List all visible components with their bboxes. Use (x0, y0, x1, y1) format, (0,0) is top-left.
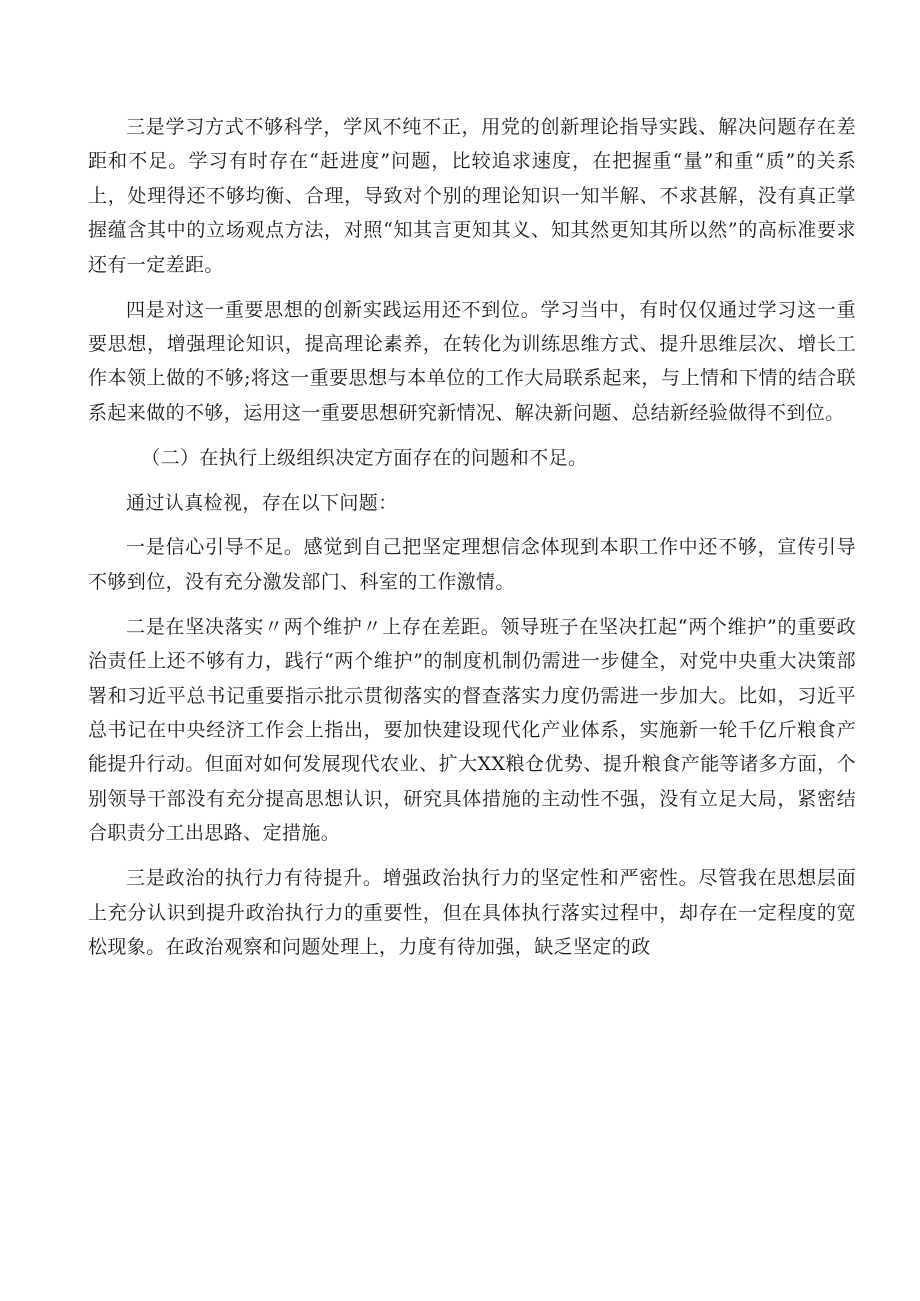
document-body (88, 110, 856, 975)
paragraph-two-safeguards: 二是在坚决落实〃两个维护〃上存在差距。领导班子在坚决扛起“两个维护”的重要政治责任上还不够有力，践行“两个维护”的制度机制仍需进一步健全，对党中央重大决策部署和习近平总书记重要指示批示贯彻落实的督查落实力度仍需进一步加大。比如，习近平总书记在中央经济工作会上指出，要加快建设现代化产业体系，实施新一轮千亿斤粮食产能提升行动。但面对如何发展现代农业、扩大XX粮仓优势、提升粮食产能等诸多方面，个别领导干部没有充分提高思想认识，研究具体措施的主动性不强，没有立足大局，紧密结合职责分工出思路、定措施。 (88, 615, 856, 845)
paragraph-innovation-practice: 四是对这一重要思想的创新实践运用还不到位。学习当中，有时仅仅通过学习这一重要思想，增强理论知识，提高理论素养，在转化为训练思维方式、提升思维层次、增长工作本领上做的不够;将这一重要思想与本单位的工作大局联系起来，与上情和下情的结合联系起来做的不够，运用这一重要思想研究新情况、解决新问题、总结新经验做得不到位。 (88, 298, 856, 424)
section-heading-execution: （二）在执行上级组织决定方面存在的问题和不足。 (141, 446, 588, 469)
paragraph-review-intro: 通过认真检视，存在以下问题： (126, 491, 398, 514)
paragraph-political-execution: 三是政治的执行力有待提升。增强政治执行力的坚定性和严密性。尽管我在思想层面上充分认识到提升政治执行力的重要性，但在具体执行落实过程中，却存在一定程度的宽松现象。在政治观察和问题处理上，力度有待加强，缺乏坚定的政 (88, 867, 856, 958)
paragraph-confidence-guidance: 一是信心引导不足。感觉到自己把坚定理想信念体现到本职工作中还不够，宣传引导不够到位，没有充分激发部门、科室的工作激情。 (88, 536, 856, 593)
paragraph-study-method: 三是学习方式不够科学，学风不纯不正，用党的创新理论指导实践、解决问题存在差距和不足。学习有时存在“赶进度”问题，比较追求速度，在把握重“量”和重“质”的关系上，处理得还不够均衡、合理，导致对个别的理论知识一知半解、不求甚解，没有真正掌握蕴含其中的立场观点方法，对照“知其言更知其义、知其然更知其所以然”的高标准要求还有一定差距。 (88, 116, 856, 276)
